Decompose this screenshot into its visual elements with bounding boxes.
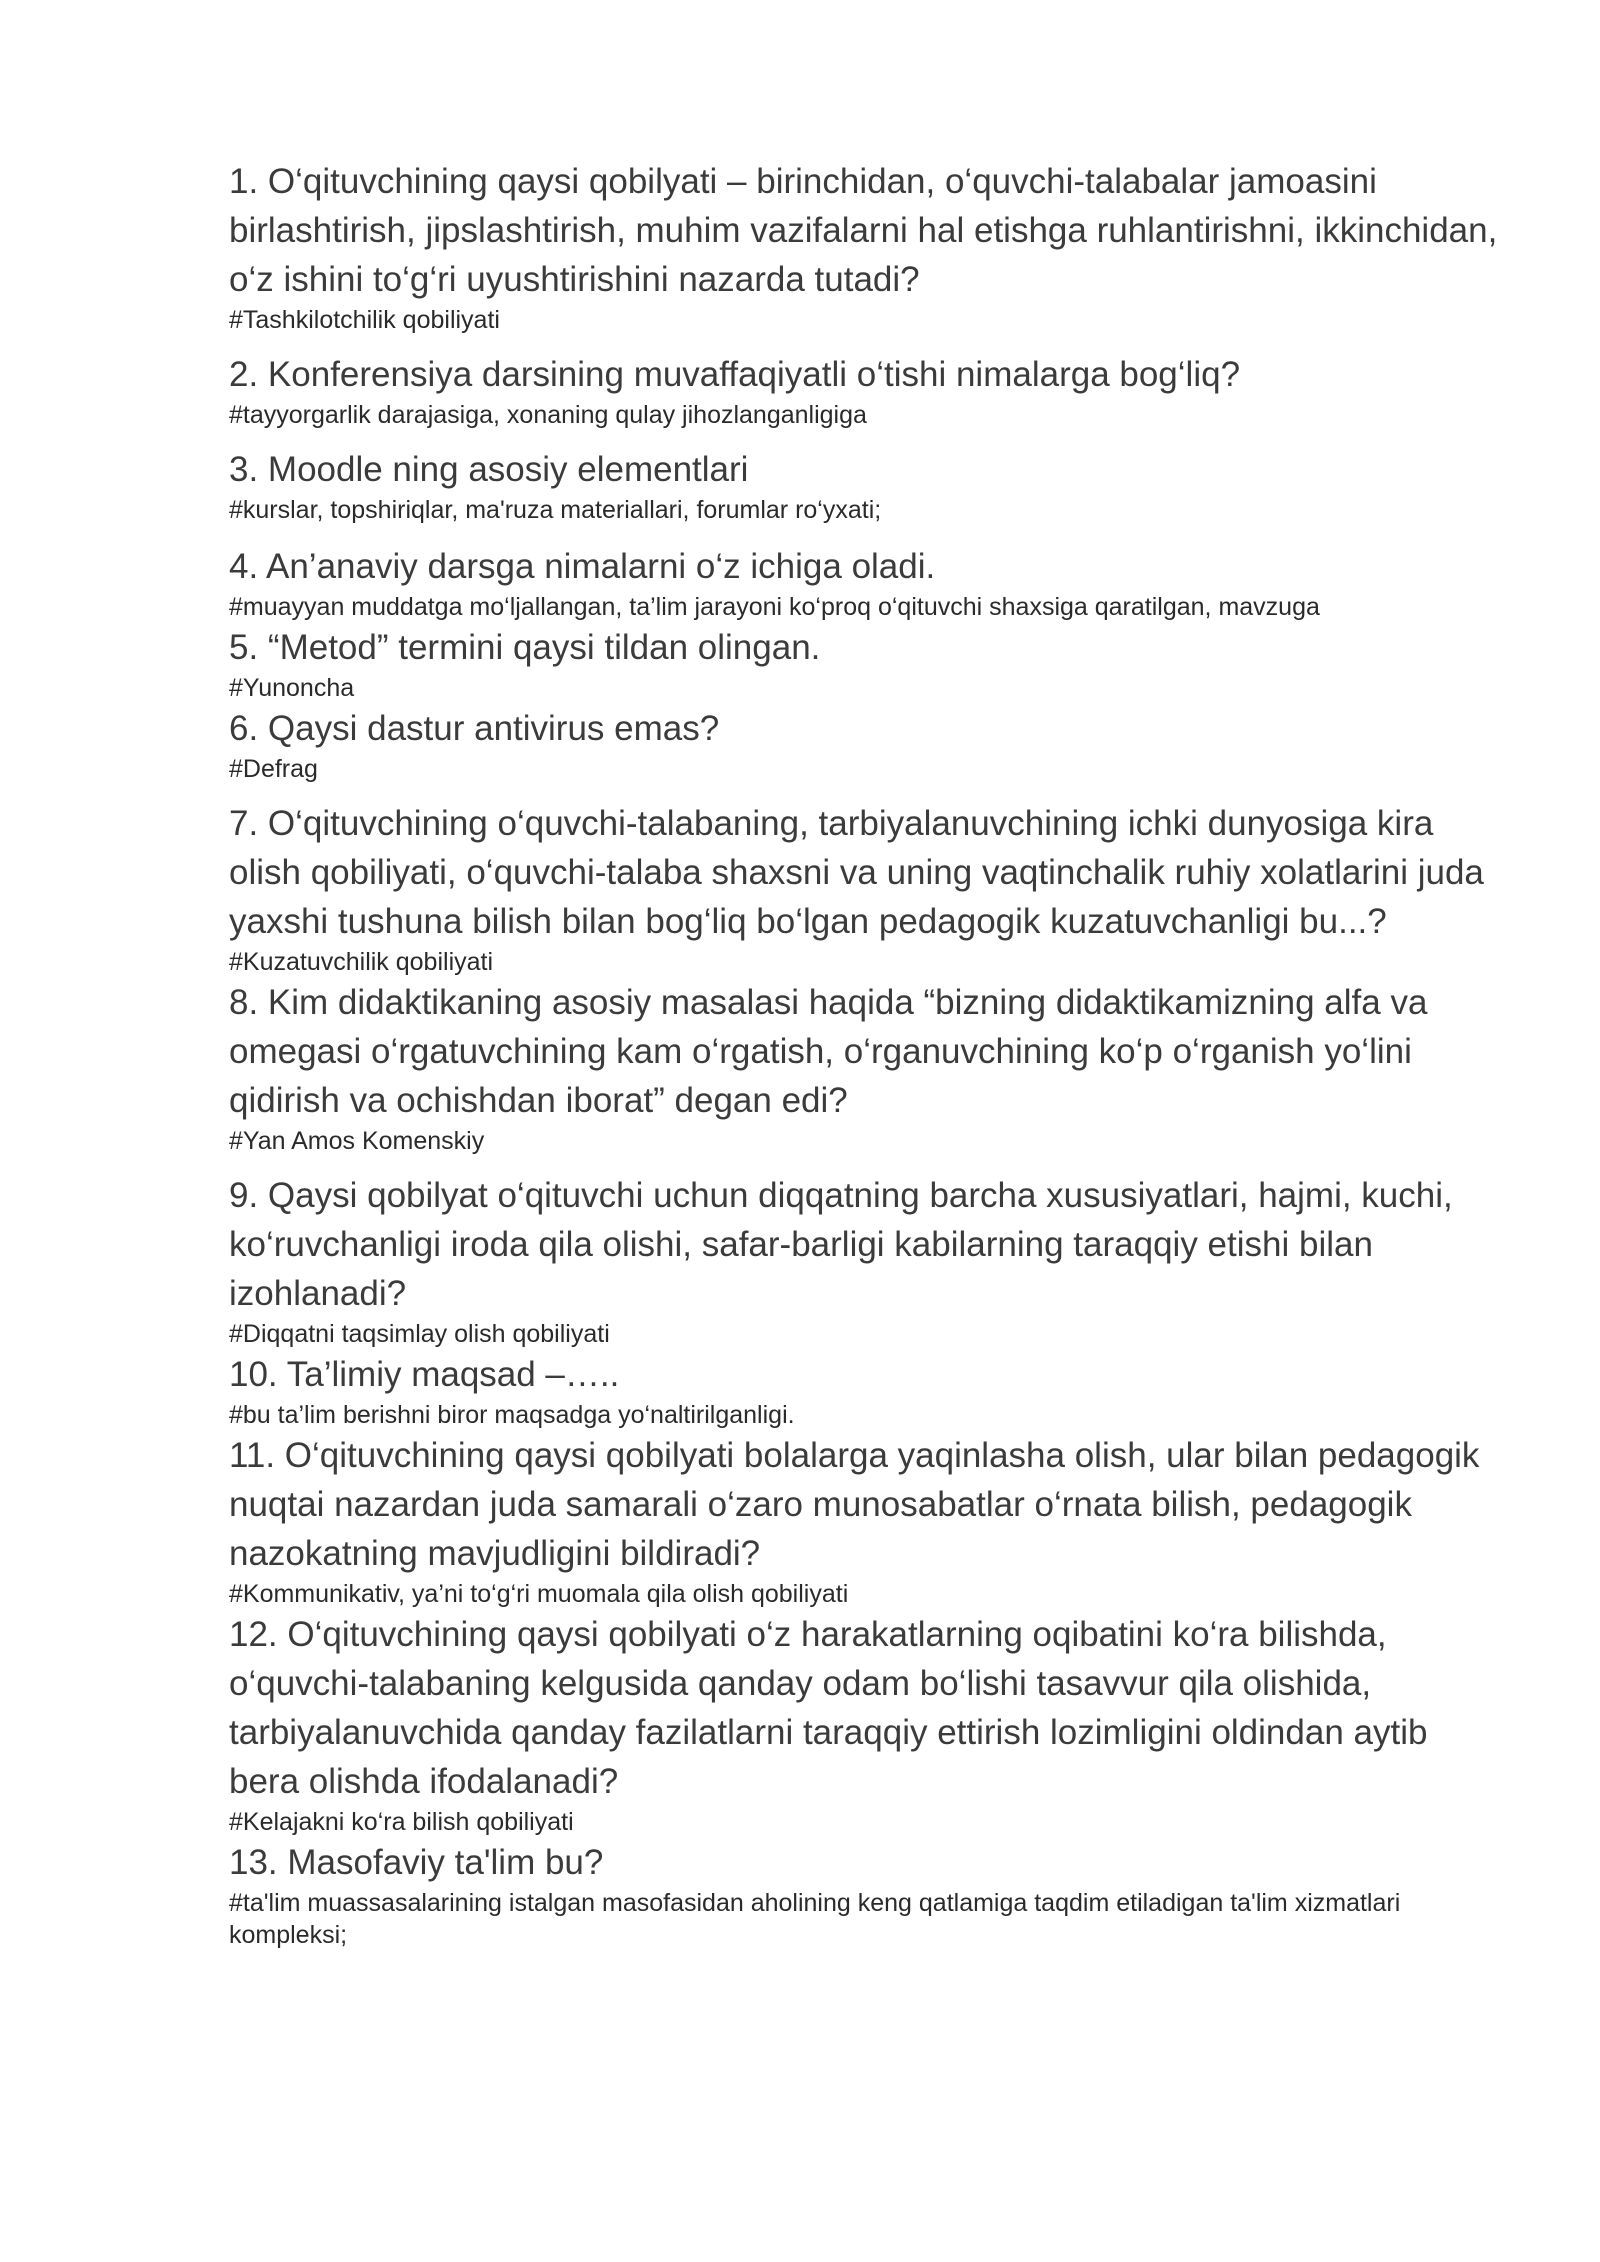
- answer-text: #Yunoncha: [229, 674, 355, 702]
- list-item: [229, 157, 1508, 336]
- list-item: [229, 704, 1499, 785]
- list-item: [229, 978, 1499, 1157]
- list-item: [229, 542, 1499, 623]
- question-text: 6. Qaysi dastur antivirus emas?: [229, 709, 720, 748]
- answer-text: #Tashkilotchilik qobiliyati: [229, 306, 500, 334]
- question-text: 11. O‘qituvchining qaysi qobilyati bolalarga yaqinlasha olish, ular bilan pedagogik nuqtai nazardan juda samarali o‘zaro munosabatlar o‘rnata bilish, pedagogik nazokatning mavjudligini bildiradi?: [229, 1436, 1490, 1573]
- list-item: [229, 623, 1499, 704]
- question-text: 12. O‘qituvchining qaysi qobilyati o‘z harakatlarning oqibatini ko‘ra bilishda, o‘quvchi-talabaning kelgusida qanday odam bo‘lishi tasavvur qila olishida, tarbiyalanuvchida qanday fazilatlarni taraqqiy ettirish lozimligini oldindan aytib bera olishda ifodalanadi?: [229, 1615, 1438, 1801]
- question-text: 5. “Metod” termini qaysi tildan olingan.: [229, 628, 821, 667]
- list-item: [229, 1610, 1499, 1838]
- question-text: 7. O‘qituvchining o‘quvchi-talabaning, tarbiyalanuvchining ichki dunyosiga kira olish qobiliyati, o‘quvchi-talaba shaxsni va uning vaqtinchalik ruhiy xolatlarini juda yaxshi tushuna bilish bilan bog‘liq bo‘lgan pedagogik kuzatuvchanligi bu...?: [229, 804, 1494, 941]
- answer-text: #Defrag: [229, 755, 318, 783]
- answer-text: #ta'lim muassasalarining istalgan masofasidan aholining keng qatlamiga taqdim etiladigan ta'lim xizmatlari kompleksi;: [229, 1889, 1401, 1949]
- question-text: 13. Masofaviy ta'lim bu?: [229, 1843, 604, 1882]
- answer-text: #muayyan muddatga mo‘ljallangan, ta’lim jarayoni ko‘proq o‘qituvchi shaxsiga qaratilgan, mavzuga: [229, 593, 1320, 621]
- question-text: 4. An’anaviy darsga nimalarni o‘z ichiga oladi.: [229, 547, 936, 586]
- list-item: [229, 1838, 1499, 1951]
- answer-text: #Yan Amos Komenskiy: [229, 1127, 485, 1155]
- answer-text: #Kommunikativ, ya’ni to‘g‘ri muomala qila olish qobiliyati: [229, 1580, 849, 1608]
- list-item: [229, 799, 1499, 978]
- answer-text: #kurslar, topshiriqlar, ma'ruza materiallari, forumlar ro‘yxati;: [229, 496, 882, 524]
- question-text: 10. Ta’limiy maqsad –…..: [229, 1355, 620, 1394]
- list-item: [229, 1431, 1499, 1610]
- answer-text: #Diqqatni taqsimlay olish qobiliyati: [229, 1320, 610, 1348]
- question-text: 8. Kim didaktikaning asosiy masalasi haqida “bizning didaktikamizning alfa va omegasi o‘rgatuvchining kam o‘rgatish, o‘rganuvchining ko‘p o‘rganish yo‘lini qidirish va ochishdan iborat” degan edi?: [229, 983, 1438, 1120]
- answer-text: #Kelajakni ko‘ra bilish qobiliyati: [229, 1808, 574, 1836]
- question-text: 9. Qaysi qobilyat o‘qituvchi uchun diqqatning barcha xususiyatlari, hajmi, kuchi, ko‘ruvchanligi iroda qila olishi, safar-barligi kabilarning taraqqiy etishi bilan izohlanadi?: [229, 1176, 1463, 1313]
- list-item: [229, 1171, 1499, 1350]
- question-list: [229, 157, 1508, 1951]
- question-text: 3. Moodle ning asosiy elementlari: [229, 450, 749, 489]
- answer-text: #tayyorgarlik darajasiga, xonaning qulay jihozlanganligiga: [229, 401, 867, 429]
- answer-text: #bu ta’lim berishni biror maqsadga yo‘naltirilganligi.: [229, 1401, 795, 1429]
- list-item: [229, 1350, 1499, 1431]
- question-text: 1. O‘qituvchining qaysi qobilyati – birinchidan, o‘quvchi-talabalar jamoasini birlashtirish, jipslashtirish, muhim vazifalarni hal etishga ruhlantirishni, ikkinchidan, o‘z ishini to‘g‘ri uyushtirishini nazarda tutadi?: [229, 162, 1508, 299]
- list-item: [229, 445, 1499, 526]
- answer-text: #Kuzatuvchilik qobiliyati: [229, 948, 494, 976]
- list-item: [229, 350, 1499, 431]
- question-text: 2. Konferensiya darsining muvaffaqiyatli o‘tishi nimalarga bog‘liq?: [229, 355, 1241, 394]
